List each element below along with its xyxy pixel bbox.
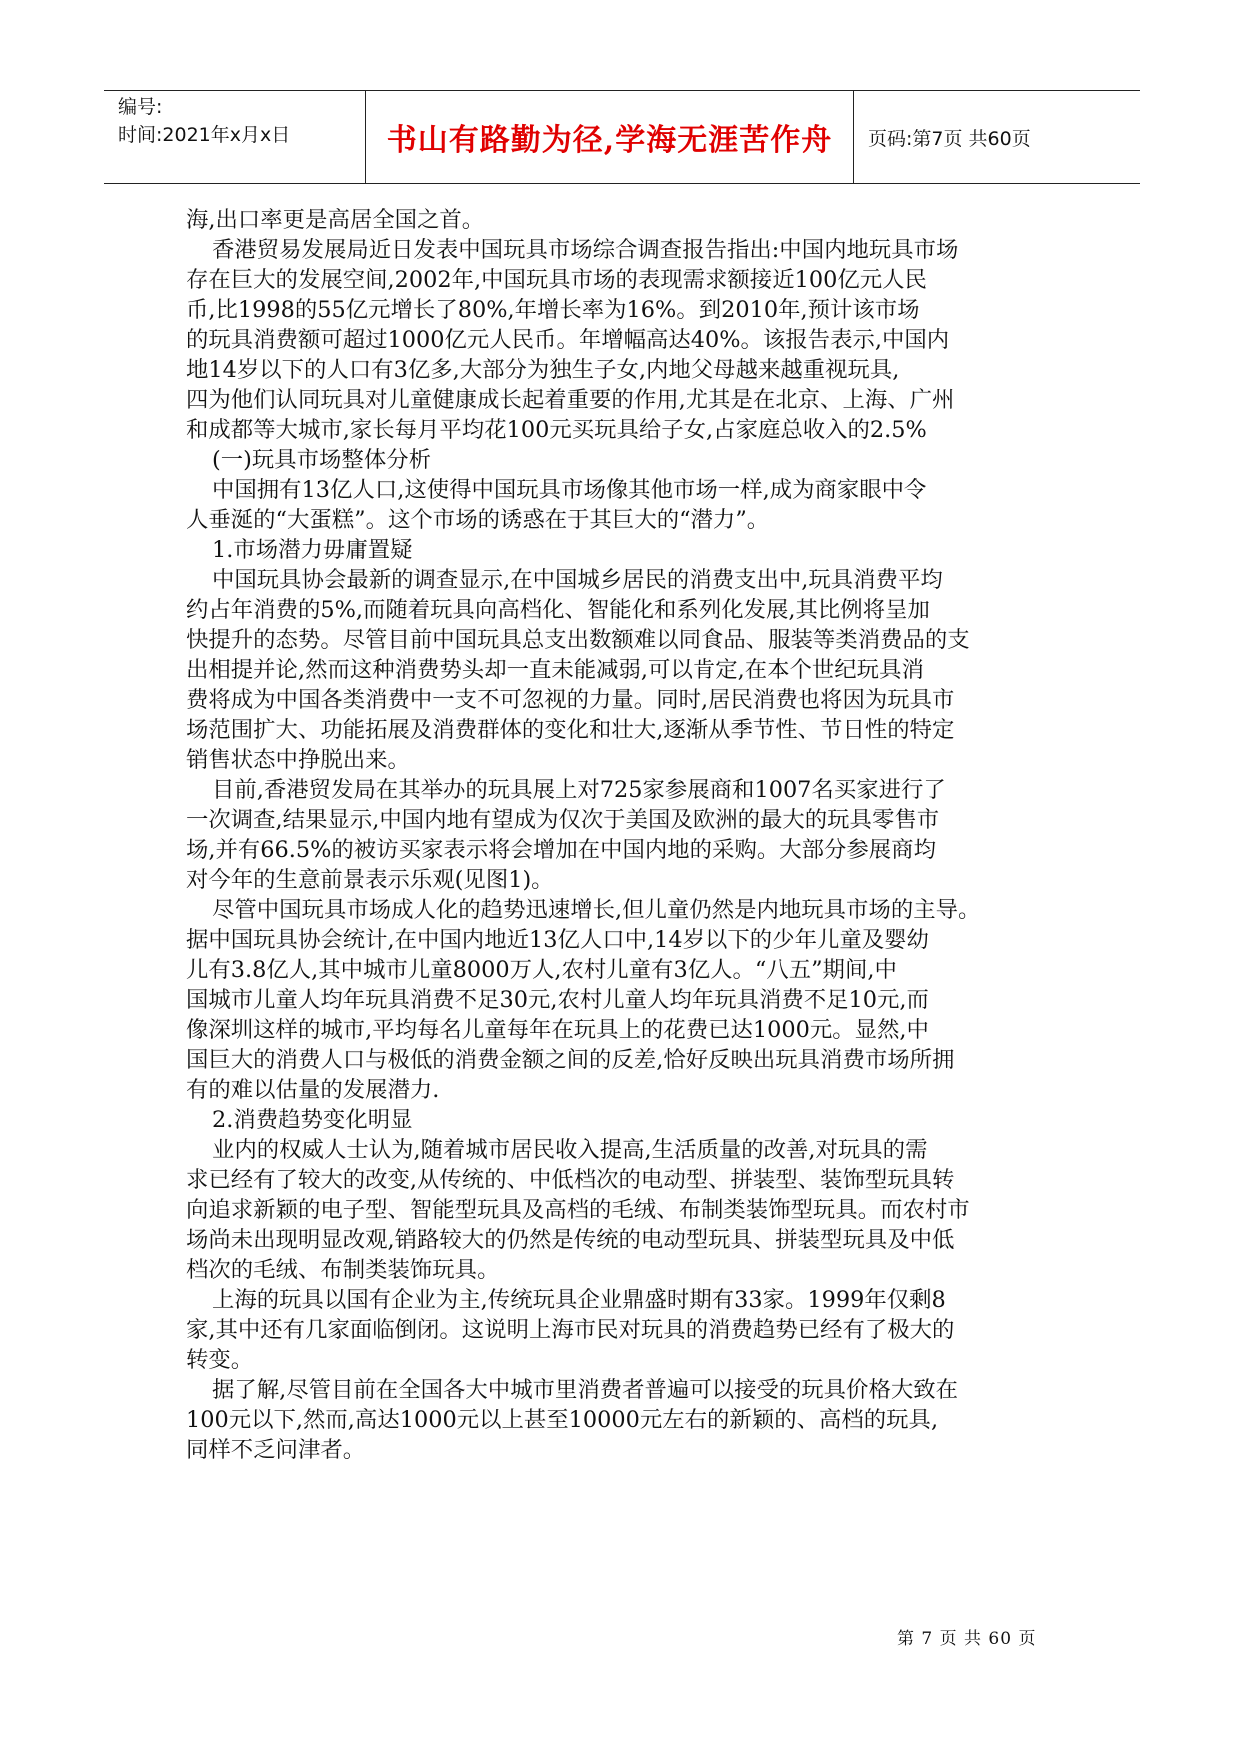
body-line: 快提升的态势。尽管目前中国玩具总支出数额难以同食品、服装等类消费品的支: [186, 627, 970, 653]
header-page-info: 页码:第7页 共60页: [868, 127, 1031, 150]
body-line: 约占年消费的5%,而随着玩具向高档化、智能化和系列化发展,其比例将呈加: [186, 597, 930, 623]
body-line: 转变。: [186, 1347, 254, 1373]
section-heading: 1.市场潜力毋庸置疑: [212, 537, 413, 563]
body-line: 销售状态中挣脱出来。: [186, 747, 410, 773]
body-line: 求已经有了较大的改变,从传统的、中低档次的电动型、拼装型、装饰型玩具转: [186, 1167, 955, 1193]
body-line: 中国玩具协会最新的调查显示,在中国城乡居民的消费支出中,玩具消费平均: [212, 567, 943, 593]
body-line: 四为他们认同玩具对儿童健康成长起着重要的作用,尤其是在北京、上海、广州: [186, 387, 955, 413]
page-footer: 第 7 页 共 60 页: [897, 1629, 1037, 1649]
body-line: 存在巨大的发展空间,2002年,中国玩具市场的表现需求额接近100亿元人民: [186, 267, 927, 293]
header-time-label: 时间:2021年x月x日: [118, 124, 291, 146]
section-heading: (一)玩具市场整体分析: [212, 447, 431, 473]
header-motto: 书山有路勤为径,学海无涯苦作舟: [366, 91, 854, 183]
body-line: 场尚未出现明显改观,销路较大的仍然是传统的电动型玩具、拼装型玩具及中低: [186, 1227, 955, 1253]
body-line: 出相提并论,然而这种消费势头却一直未能减弱,可以肯定,在本个世纪玩具消: [186, 657, 924, 683]
body-line: 场范围扩大、功能拓展及消费群体的变化和壮大,逐渐从季节性、节日性的特定: [186, 717, 955, 743]
header-meta: [104, 91, 366, 183]
body-line: 对今年的生意前景表示乐观(见图1)。: [186, 867, 554, 893]
body-line: 像深圳这样的城市,平均每名儿童每年在玩具上的花费已达1000元。显然,中: [186, 1017, 929, 1043]
document-body: [186, 205, 1066, 1465]
body-line: 人垂涎的“大蛋糕”。这个市场的诱惑在于其巨大的“潜力”。: [186, 507, 770, 533]
body-line: 场,并有66.5%的被访买家表示将会增加在中国内地的采购。大部分参展商均: [186, 837, 936, 863]
body-line: 的玩具消费额可超过1000亿元人民币。年增幅高达40%。该报告表示,中国内: [186, 327, 950, 353]
body-line: 家,其中还有几家面临倒闭。这说明上海市民对玩具的消费趋势已经有了极大的: [186, 1317, 955, 1343]
body-line: 据了解,尽管目前在全国各大中城市里消费者普遍可以接受的玩具价格大致在: [212, 1377, 959, 1403]
body-line: 海,出口率更是高居全国之首。: [186, 207, 485, 233]
page-header: [104, 90, 1140, 184]
body-line: 尽管中国玩具市场成人化的趋势迅速增长,但儿童仍然是内地玩具市场的主导。: [212, 897, 981, 923]
body-line: 币,比1998的55亿元增长了80%,年增长率为16%。到2010年,预计该市场: [186, 297, 920, 323]
body-line: 一次调查,结果显示,中国内地有望成为仅次于美国及欧洲的最大的玩具零售市: [186, 807, 940, 833]
section-heading: 2.消费趋势变化明显: [212, 1107, 413, 1133]
body-line: 同样不乏问津者。: [186, 1437, 366, 1463]
body-line: 100元以下,然而,高达1000元以上甚至10000元左右的新颖的、高档的玩具,: [186, 1407, 939, 1433]
body-line: 国巨大的消费人口与极低的消费金额之间的反差,恰好反映出玩具消费市场所拥: [186, 1047, 955, 1073]
body-line: 香港贸易发展局近日发表中国玩具市场综合调查报告指出:中国内地玩具市场: [212, 237, 959, 263]
body-line: 儿有3.8亿人,其中城市儿童8000万人,农村儿童有3亿人。“八五”期间,中: [186, 957, 897, 983]
body-line: 据中国玩具协会统计,在中国内地近13亿人口中,14岁以下的少年儿童及婴幼: [186, 927, 929, 953]
body-line: 国城市儿童人均年玩具消费不足30元,农村儿童人均年玩具消费不足10元,而: [186, 987, 929, 1013]
body-line: 地14岁以下的人口有3亿多,大部分为独生子女,内地父母越来越重视玩具,: [186, 357, 900, 383]
body-line: 向追求新颖的电子型、智能型玩具及高档的毛绒、布制类装饰型玩具。而农村市: [186, 1197, 970, 1223]
body-line: 中国拥有13亿人口,这使得中国玩具市场像其他市场一样,成为商家眼中令: [212, 477, 927, 503]
body-line: 和成都等大城市,家长每月平均花100元买玩具给子女,占家庭总收入的2.5%: [186, 417, 927, 443]
body-line: 业内的权威人士认为,随着城市居民收入提高,生活质量的改善,对玩具的需: [212, 1137, 928, 1163]
body-line: 有的难以估量的发展潜力.: [186, 1077, 440, 1103]
body-line: 目前,香港贸发局在其举办的玩具展上对725家参展商和1007名买家进行了: [212, 777, 946, 803]
body-line: 档次的毛绒、布制类装饰玩具。: [186, 1257, 500, 1283]
body-line: 上海的玩具以国有企业为主,传统玩具企业鼎盛时期有33家。1999年仅剩8: [212, 1287, 946, 1313]
body-line: 费将成为中国各类消费中一支不可忽视的力量。同时,居民消费也将因为玩具市: [186, 687, 955, 713]
header-number-label: 编号:: [118, 96, 163, 118]
